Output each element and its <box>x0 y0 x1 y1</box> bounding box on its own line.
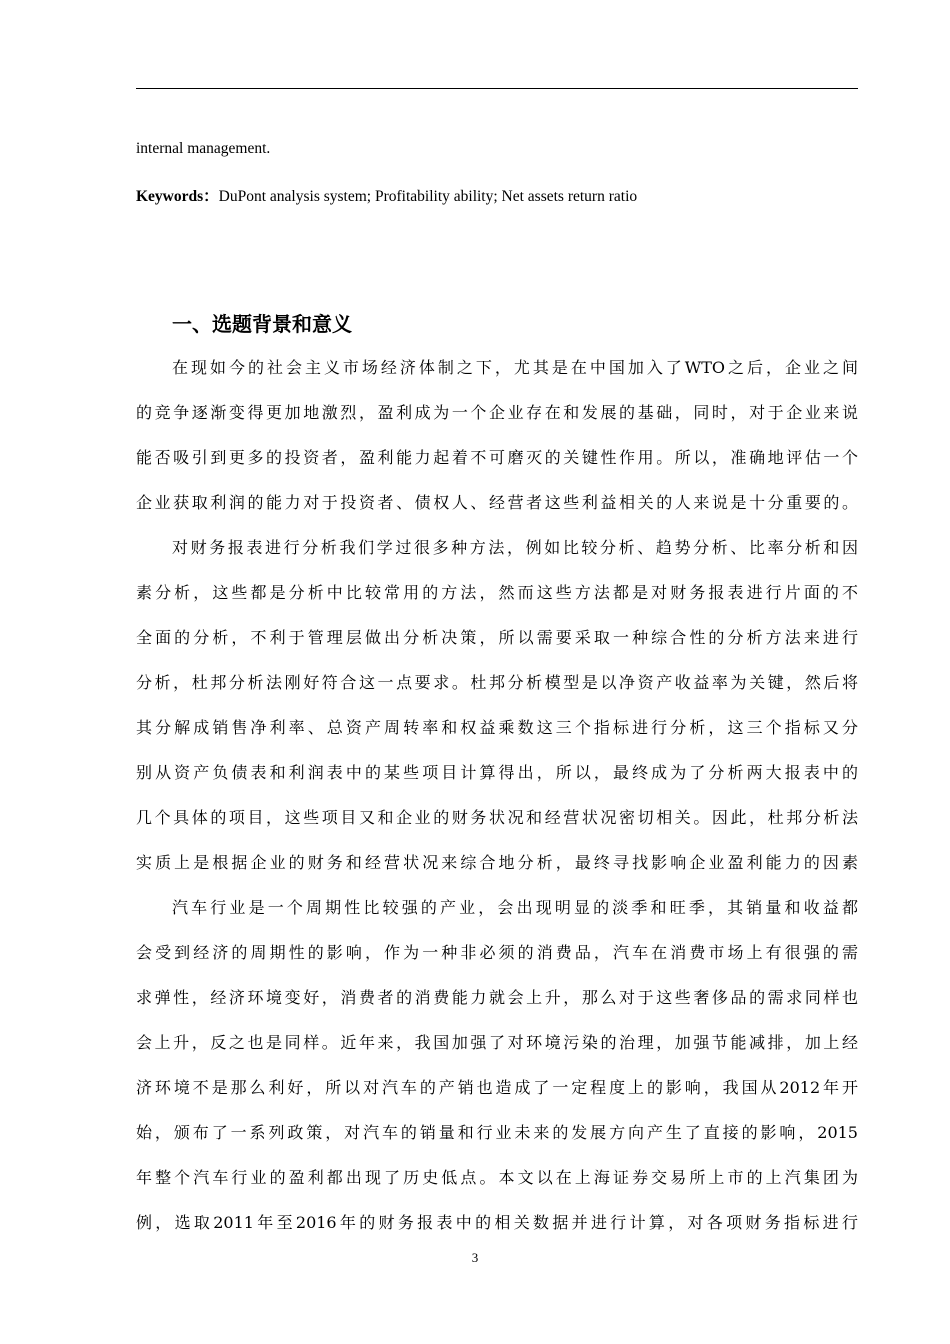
body-line: 几个具体的项目，这些项目又和企业的财务状况和经营状况密切相关。因此，杜邦分析法 <box>136 808 858 827</box>
body-line: 其分解成销售净利率、总资产周转率和权益乘数这三个指标进行分析，这三个指标又分 <box>136 718 858 737</box>
section-heading: 一、选题背景和意义 <box>172 312 352 336</box>
body-line: 汽车行业是一个周期性比较强的产业，会出现明显的淡季和旺季，其销量和收益都 <box>172 898 858 917</box>
body-line: 实质上是根据企业的财务和经营状况来综合地分析，最终寻找影响企业盈利能力的因素 <box>136 853 858 872</box>
body-line: 对财务报表进行分析我们学过很多种方法，例如比较分析、趋势分析、比率分析和因 <box>172 538 858 557</box>
body-line: 济环境不是那么利好，所以对汽车的产销也造成了一定程度上的影响，我国从2012年开 <box>136 1078 858 1097</box>
page-number: 3 <box>471 1250 479 1265</box>
abstract-tail: internal management. <box>136 140 271 157</box>
keywords-text: DuPont analysis system; Profitability ability; Net assets return ratio <box>218 188 638 205</box>
body-line: 会上升，反之也是同样。近年来，我国加强了对环境污染的治理，加强节能减排，加上经 <box>136 1033 858 1052</box>
body-line: 全面的分析，不利于管理层做出分析决策，所以需要采取一种综合性的分析方法来进行 <box>136 628 858 647</box>
body-line: 的竞争逐渐变得更加地激烈，盈利成为一个企业存在和发展的基础，同时，对于企业来说 <box>136 403 858 422</box>
body-line: 企业获取利润的能力对于投资者、债权人、经营者这些利益相关的人来说是十分重要的。 <box>136 493 858 512</box>
body-line: 别从资产负债表和利润表中的某些项目计算得出，所以，最终成为了分析两大报表中的 <box>136 763 858 782</box>
body-line: 例，选取2011年至2016年的财务报表中的相关数据并进行计算，对各项财务指标进行 <box>136 1213 858 1232</box>
body-line: 在现如今的社会主义市场经济体制之下，尤其是在中国加入了WTO之后，企业之间 <box>172 358 858 377</box>
body-line: 会受到经济的周期性的影响，作为一种非必须的消费品，汽车在消费市场上有很强的需 <box>136 943 858 962</box>
keywords-label: Keywords： <box>136 188 219 205</box>
keywords-line <box>136 184 637 206</box>
header-rule <box>136 88 858 89</box>
body-line: 素分析，这些都是分析中比较常用的方法，然而这些方法都是对财务报表进行片面的不 <box>136 583 858 602</box>
body-line: 能否吸引到更多的投资者，盈利能力起着不可磨灭的关键性作用。所以，准确地评估一个 <box>136 448 858 467</box>
body-line: 分析，杜邦分析法刚好符合这一点要求。杜邦分析模型是以净资产收益率为关键，然后将 <box>136 673 858 692</box>
body-line: 求弹性，经济环境变好，消费者的消费能力就会上升，那么对于这些奢侈品的需求同样也 <box>136 988 858 1007</box>
body-line: 年整个汽车行业的盈利都出现了历史低点。本文以在上海证券交易所上市的上汽集团为 <box>136 1168 858 1187</box>
body-line: 始，颁布了一系列政策，对汽车的销量和行业未来的发展方向产生了直接的影响，2015 <box>136 1123 858 1142</box>
